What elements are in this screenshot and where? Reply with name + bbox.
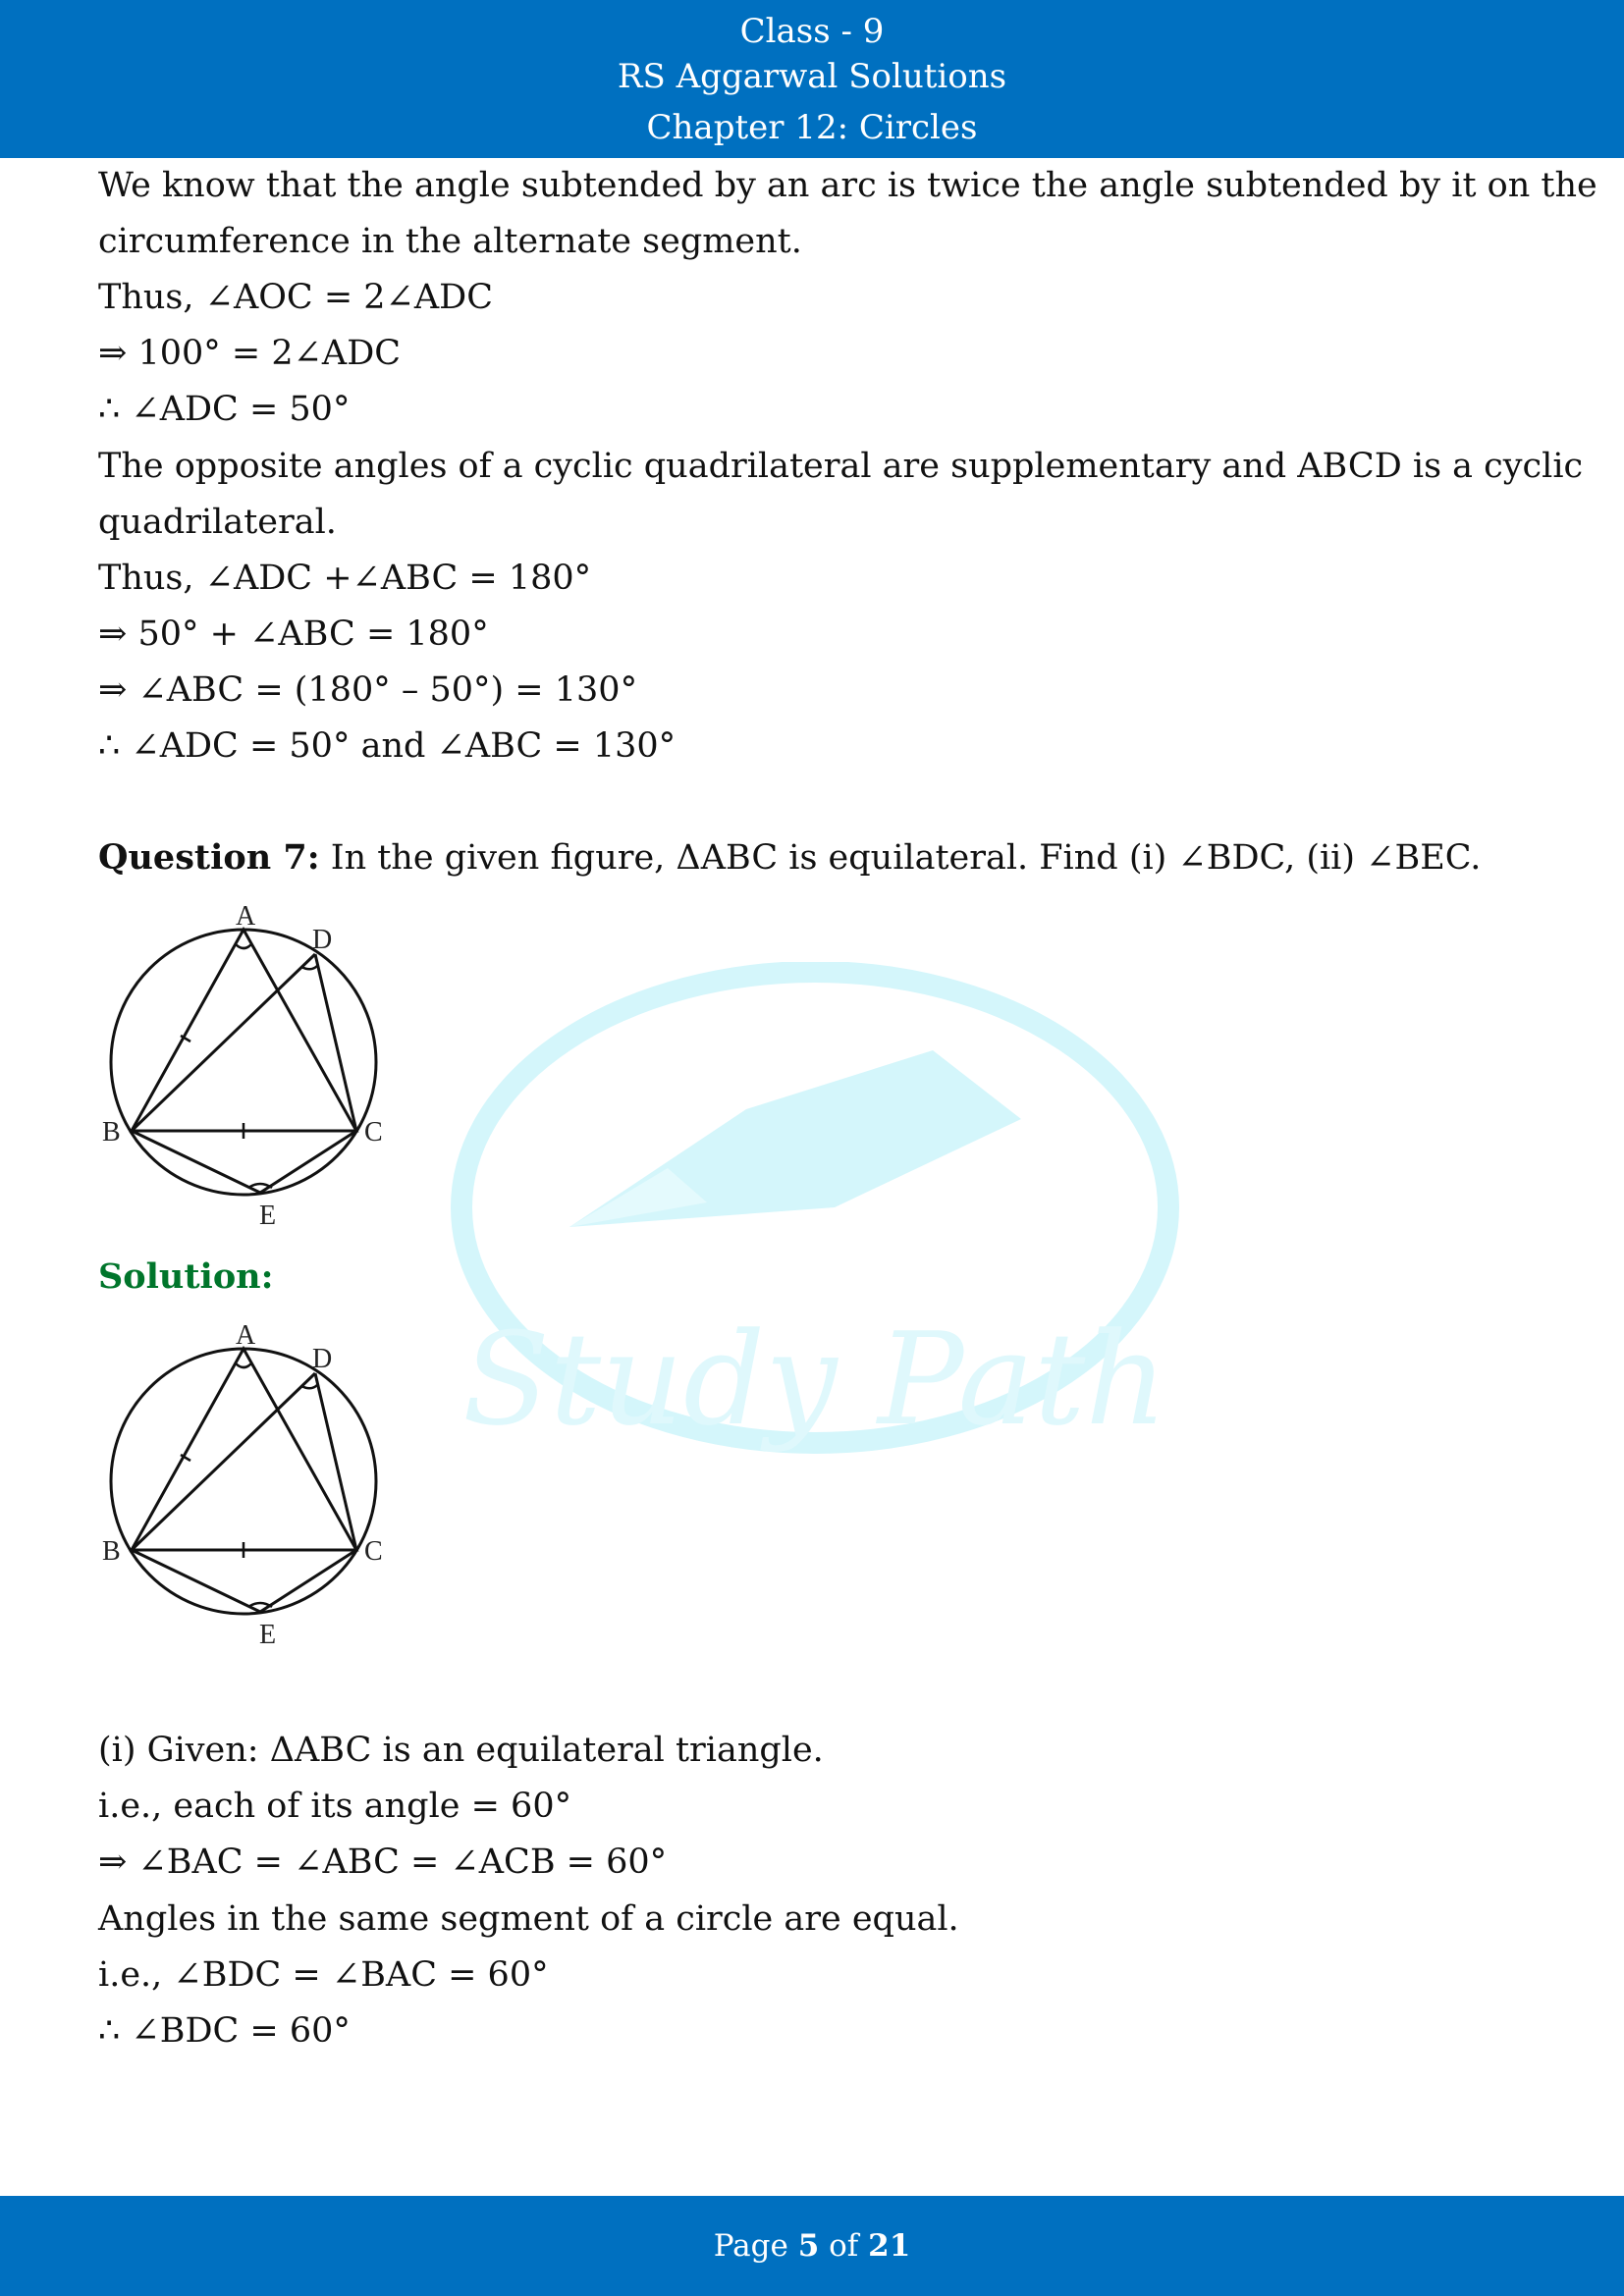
label-a: A [236,1320,256,1351]
solution-line: ⇒ ∠BAC = ∠ABC = ∠ACB = 60° [98,1842,668,1882]
header-book-title: RS Aggarwal Solutions [617,57,1007,96]
question-text: In the given figure, ΔABC is equilateral. Find (i) ∠BDC, (ii) ∠BEC. [319,838,1482,878]
solution-figure [96,1314,401,1648]
page-footer [0,2196,1624,2296]
equation-line: ⇒ 50° + ∠ABC = 180° [98,614,489,654]
equation-line: Thus, ∠ADC +∠ABC = 180° [98,559,592,598]
question-label: Question 7: [98,837,320,878]
equation-line: ∴ ∠ADC = 50° and ∠ABC = 130° [98,726,677,766]
footer-total-pages: 21 [868,2228,911,2264]
paragraph-2-line-2: quadrilateral. [98,503,337,542]
solution-heading: Solution: [98,1256,274,1297]
watermark-logo [422,962,1208,1472]
equation-line: ⇒ ∠ABC = (180° – 50°) = 130° [98,670,638,710]
paragraph-1-line-2: circumference in the alternate segment. [98,222,802,261]
label-d: D [312,1344,333,1374]
equation-line: ∴ ∠ADC = 50° [98,390,351,429]
footer-current-page: 5 [797,2228,820,2264]
solution-line: i.e., ∠BDC = ∠BAC = 60° [98,1955,549,1995]
label-b: B [102,1117,121,1148]
question-7 [98,833,1532,882]
label-c: C [364,1117,383,1148]
label-b: B [102,1536,121,1567]
page-header [0,0,1624,158]
label-a: A [236,901,256,932]
header-chapter: Chapter 12: Circles [646,108,978,147]
label-e: E [259,1201,277,1229]
equation-line: Thus, ∠AOC = 2∠ADC [98,278,494,317]
paragraph-1-line-1: We know that the angle subtended by an arc is twice the angle subtended by it on the [98,166,1597,205]
label-c: C [364,1536,383,1567]
solution-line: (i) Given: ΔABC is an equilateral triangle. [98,1731,824,1770]
watermark-text: Study Path [461,1305,1168,1454]
header-class: Class - 9 [739,12,885,51]
footer-of: of [819,2228,869,2264]
solution-line: i.e., each of its angle = 60° [98,1787,572,1826]
solution-line: Angles in the same segment of a circle are equal. [98,1899,959,1939]
label-e: E [259,1620,277,1648]
question-figure [96,895,401,1229]
footer-page-prefix: Page [713,2228,798,2264]
paragraph-2-line-1: The opposite angles of a cyclic quadrilateral are supplementary and ABCD is a cyclic [98,447,1584,486]
label-d: D [312,925,333,955]
solution-line: ∴ ∠BDC = 60° [98,2011,351,2051]
equation-line: ⇒ 100° = 2∠ADC [98,334,402,373]
